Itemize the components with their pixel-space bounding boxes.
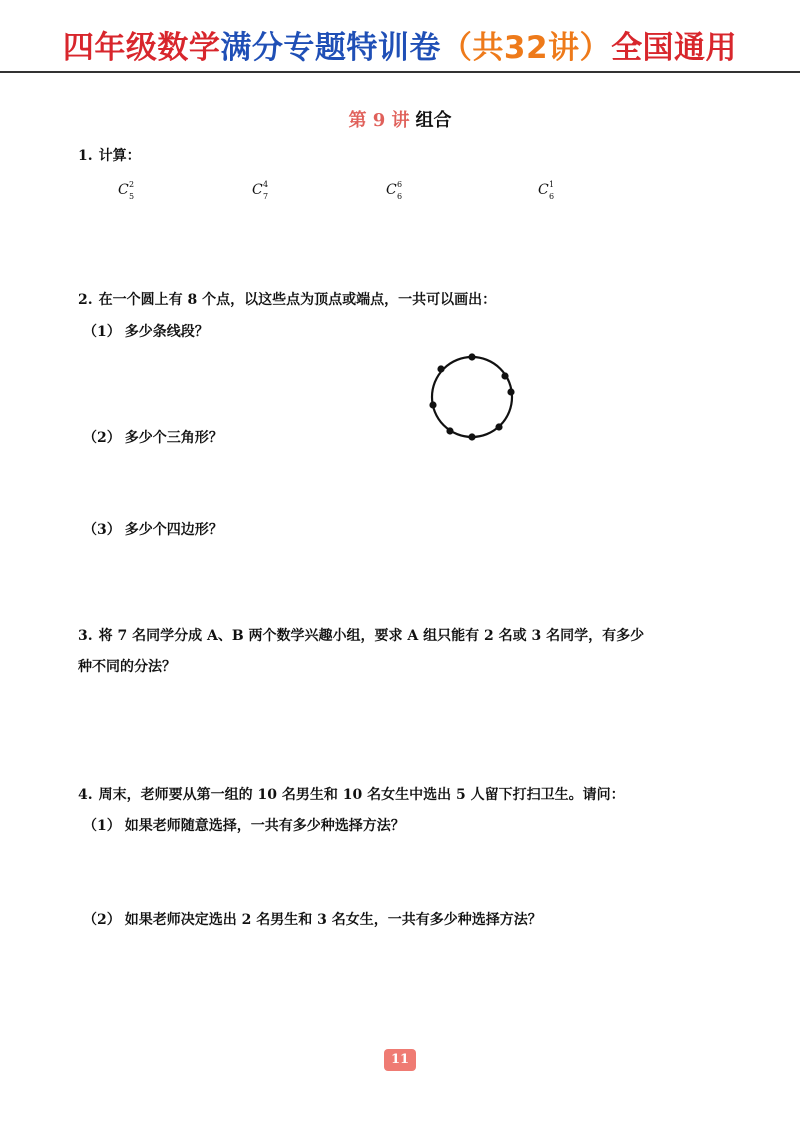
sub-question (83, 910, 542, 930)
circle-point (495, 423, 502, 430)
question-text: 周末，老师要从第一组的 10 名男生和 10 名女生中选出 5 人留下打扫卫生。请问： (98, 787, 625, 803)
lecture-title (0, 106, 800, 132)
question-number: 1. (78, 148, 93, 164)
sub-question-label: （1） (83, 818, 121, 834)
question-1 (78, 146, 141, 166)
combination-subscript: 6 (549, 192, 555, 201)
header-title-part-series: 满分专题特训卷 (220, 30, 441, 66)
sub-question-text: 多少条线段？ (124, 324, 209, 340)
question-text-line: 种不同的分法？ (78, 659, 176, 675)
header-title-part-count: （共32讲） (440, 30, 612, 66)
combination-subscript: 5 (129, 192, 135, 201)
combination-expression (252, 180, 282, 206)
combination-subscript: 7 (263, 192, 269, 201)
question-2 (78, 290, 496, 310)
sub-question-text: 多少个四边形？ (124, 522, 223, 538)
sub-question-label: （2） (83, 912, 121, 928)
question-3 (78, 626, 644, 646)
circle-point (501, 372, 508, 379)
sub-question (83, 322, 209, 342)
question-text-line: 将 7 名同学分成 A、B 两个数学兴趣小组，要求 A 组只能有 2 名或 3 名同学，有多少 (98, 628, 645, 644)
sub-question-label: （3） (83, 522, 121, 538)
question-text: 计算： (98, 148, 141, 164)
combination-symbol: C (538, 182, 549, 198)
circle-point (437, 365, 444, 372)
lecture-topic: 组合 (415, 110, 452, 131)
sub-question-text: 如果老师随意选择，一共有多少种选择方法？ (124, 818, 405, 834)
circle-point (468, 353, 475, 360)
combination-symbol: C (118, 182, 129, 198)
question-text: 在一个圆上有 8 个点，以这些点为顶点或端点，一共可以画出： (98, 292, 497, 308)
combination-symbol: C (386, 182, 397, 198)
question-4 (78, 785, 625, 805)
circle-with-points-icon (420, 345, 526, 449)
sub-question-label: （2） (83, 430, 121, 446)
question-number: 4. (78, 787, 93, 803)
header-title-part-grade: 四年级数学 (62, 30, 221, 66)
sub-question-text: 如果老师决定选出 2 名男生和 3 名女生，一共有多少种选择方法？ (124, 912, 542, 928)
sub-question (83, 520, 223, 540)
sub-question (83, 816, 405, 836)
circle-point (429, 401, 436, 408)
circle-point (507, 388, 514, 395)
combination-symbol: C (252, 182, 263, 198)
document-header-title (0, 22, 800, 67)
question-number: 2. (78, 292, 93, 308)
question-3-continuation (78, 657, 176, 677)
combination-expression (538, 180, 568, 206)
header-divider (0, 71, 800, 73)
combination-superscript: 2 (129, 180, 135, 189)
header-title-part-scope: 全国通用 (611, 30, 738, 66)
sub-question (83, 428, 223, 448)
question-number: 3. (78, 628, 93, 644)
combination-expression (386, 180, 416, 206)
combination-expression (118, 180, 148, 206)
combination-superscript: 6 (397, 180, 403, 189)
sub-question-label: （1） (83, 324, 121, 340)
circle-point (468, 433, 475, 440)
circle-point (446, 427, 453, 434)
sub-question-text: 多少个三角形？ (124, 430, 223, 446)
combination-subscript: 6 (397, 192, 403, 201)
combination-superscript: 1 (549, 180, 555, 189)
page-number-badge: 11 (384, 1049, 416, 1071)
lecture-number: 第 9 讲 (348, 110, 410, 131)
combination-superscript: 4 (263, 180, 269, 189)
